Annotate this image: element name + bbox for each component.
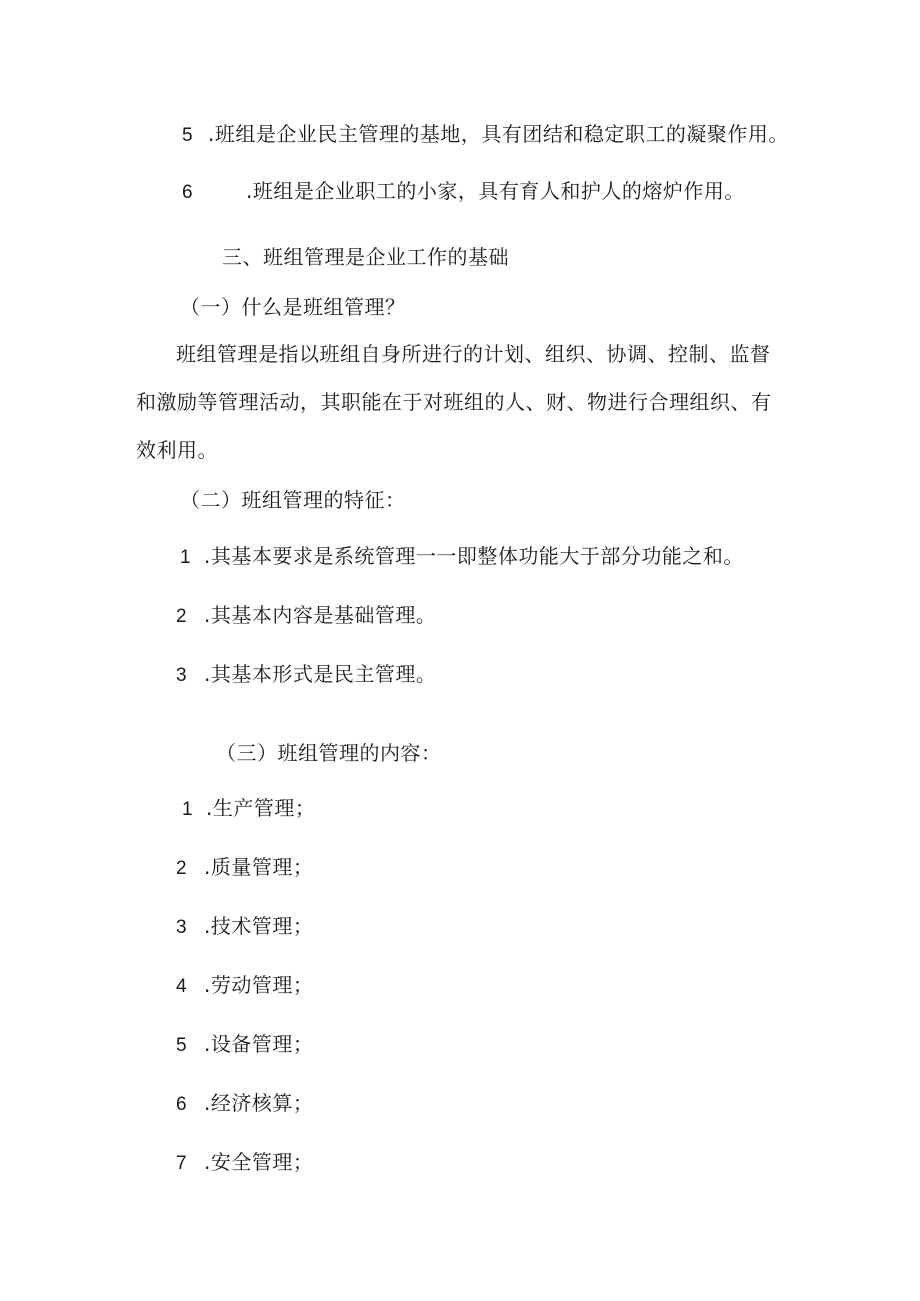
list-item (182, 794, 315, 824)
item-number: 5 (182, 125, 194, 146)
item-text: .班组是企业民主管理的基地，具有团结和稳定职工的凝聚作用。 (208, 122, 789, 146)
item-text: .班组是企业职工的小家，具有育人和护人的熔炉作用。 (246, 179, 745, 203)
list-item (176, 660, 436, 690)
paragraph: 班组管理是指以班组自身所进行的计划、组织、协调、控制、监督和激励等管理活动，其职能在于对班组的人、财、物进行合理组织、有效利用。 (136, 342, 772, 462)
list-item (176, 1030, 313, 1060)
item-number: 3 (176, 665, 188, 686)
item-number: 5 (176, 1035, 188, 1056)
item-text: .劳动管理； (204, 973, 314, 997)
item-number: 4 (176, 976, 188, 997)
item-text: .其基本内容是基础管理。 (204, 603, 437, 627)
subsection-heading: （三）班组管理的内容： (216, 741, 442, 765)
item-number: 2 (176, 606, 188, 627)
item-text: .经济核算； (204, 1091, 314, 1115)
list-item (182, 177, 745, 207)
item-text: .质量管理； (204, 855, 314, 879)
list-item (176, 601, 436, 631)
item-text: .技术管理； (204, 914, 314, 938)
item-text: .设备管理； (204, 1032, 314, 1056)
list-item (176, 1148, 313, 1178)
list-item (176, 1089, 313, 1119)
item-number: 1 (182, 799, 194, 820)
subsection-heading: （二）班组管理的特征： (180, 488, 406, 512)
list-item (182, 120, 789, 150)
item-text: .安全管理； (204, 1150, 314, 1174)
item-text: .其基本形式是民主管理。 (204, 662, 437, 686)
item-number: 6 (176, 1094, 188, 1115)
section-heading: 三、班组管理是企业工作的基础 (222, 245, 509, 269)
item-text: .其基本要求是系统管理一一即整体功能大于部分功能之和。 (204, 544, 744, 568)
item-number: 1 (180, 547, 192, 568)
list-item (180, 542, 744, 572)
item-text: .生产管理； (206, 796, 316, 820)
item-number: 6 (182, 182, 194, 203)
item-number: 3 (176, 917, 188, 938)
item-number: 2 (176, 858, 188, 879)
list-item (176, 912, 313, 942)
subsection-heading: （一）什么是班组管理？ (180, 295, 406, 319)
item-number: 7 (176, 1153, 188, 1174)
list-item (176, 971, 313, 1001)
list-item (176, 853, 313, 883)
